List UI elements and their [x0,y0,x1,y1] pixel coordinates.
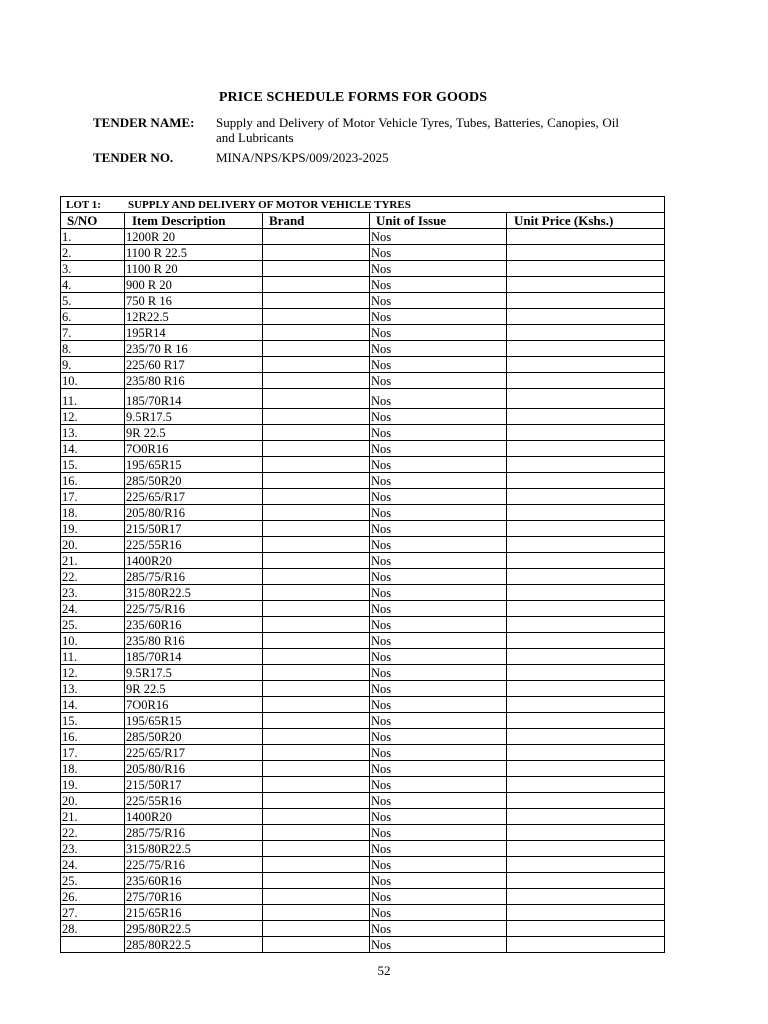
table-row [61,617,665,633]
cell-brand [263,713,370,729]
cell-unit-of-issue: Nos [370,857,507,873]
table-row [61,841,665,857]
cell-unit-price [507,585,665,601]
table-row [61,569,665,585]
cell-item-description: 285/75/R16 [125,825,263,841]
cell-unit-price [507,809,665,825]
cell-sno: 23. [61,841,125,857]
cell-brand [263,777,370,793]
cell-sno: 13. [61,425,125,441]
cell-sno: 4. [61,277,125,293]
cell-brand [263,389,370,409]
cell-sno: 19. [61,521,125,537]
cell-unit-of-issue: Nos [370,809,507,825]
column-header-brand: Brand [263,213,370,229]
cell-brand [263,261,370,277]
cell-item-description: 225/55R16 [125,537,263,553]
cell-unit-price [507,441,665,457]
table-row [61,537,665,553]
cell-unit-of-issue: Nos [370,245,507,261]
cell-item-description: 215/50R17 [125,521,263,537]
cell-brand [263,229,370,245]
cell-unit-price [507,713,665,729]
lot-label: LOT 1: [66,199,101,211]
cell-brand [263,277,370,293]
cell-sno: 2. [61,245,125,261]
cell-sno: 21. [61,809,125,825]
cell-unit-price [507,277,665,293]
cell-brand [263,489,370,505]
table-row [61,857,665,873]
cell-brand [263,505,370,521]
table-row [61,713,665,729]
cell-unit-price [507,569,665,585]
table-row [61,473,665,489]
table-row [61,277,665,293]
cell-sno: 22. [61,825,125,841]
cell-unit-of-issue: Nos [370,793,507,809]
cell-sno: 8. [61,341,125,357]
lot-header-cell [61,197,665,213]
cell-item-description: 285/50R20 [125,473,263,489]
cell-unit-of-issue: Nos [370,505,507,521]
table-row [61,937,665,953]
column-header-unit-of-issue: Unit of Issue [370,213,507,229]
cell-unit-price [507,521,665,537]
cell-sno: 16. [61,473,125,489]
cell-unit-price [507,937,665,953]
cell-unit-price [507,341,665,357]
table-row [61,905,665,921]
tender-no-value: MINA/NPS/KPS/009/2023-2025 [216,150,389,165]
cell-brand [263,841,370,857]
cell-sno: 26. [61,889,125,905]
cell-brand [263,633,370,649]
cell-brand [263,937,370,953]
table-row [61,553,665,569]
cell-sno: 22. [61,569,125,585]
cell-item-description: 275/70R16 [125,889,263,905]
cell-sno: 20. [61,793,125,809]
cell-unit-of-issue: Nos [370,697,507,713]
cell-unit-price [507,649,665,665]
cell-unit-price [507,601,665,617]
cell-item-description: 285/80R22.5 [125,937,263,953]
cell-unit-of-issue: Nos [370,373,507,389]
table-row [61,745,665,761]
cell-brand [263,697,370,713]
cell-unit-of-issue: Nos [370,633,507,649]
cell-item-description: 235/60R16 [125,617,263,633]
cell-sno: 18. [61,505,125,521]
table-row [61,293,665,309]
cell-item-description: 195R14 [125,325,263,341]
page-title: PRICE SCHEDULE FORMS FOR GOODS [218,90,488,105]
cell-item-description: 235/60R16 [125,873,263,889]
cell-unit-price [507,537,665,553]
cell-unit-of-issue: Nos [370,229,507,245]
cell-sno: 13. [61,681,125,697]
table-row [61,309,665,325]
lot-header-row [61,197,665,213]
cell-item-description: 215/65R16 [125,905,263,921]
cell-sno: 12. [61,409,125,425]
cell-item-description: 225/75/R16 [125,857,263,873]
cell-item-description: 315/80R22.5 [125,841,263,857]
cell-unit-of-issue: Nos [370,357,507,373]
lot-title: SUPPLY AND DELIVERY OF MOTOR VEHICLE TYRES [128,199,411,211]
table-row [61,521,665,537]
cell-sno: 20. [61,537,125,553]
cell-brand [263,809,370,825]
cell-unit-price [507,745,665,761]
cell-unit-price [507,505,665,521]
cell-brand [263,521,370,537]
cell-unit-price [507,633,665,649]
cell-brand [263,553,370,569]
cell-item-description: 1200R 20 [125,229,263,245]
cell-sno: 21. [61,553,125,569]
cell-unit-price [507,921,665,937]
table-row [61,777,665,793]
cell-brand [263,601,370,617]
cell-unit-price [507,357,665,373]
cell-unit-price [507,777,665,793]
cell-sno: 7. [61,325,125,341]
table-row [61,457,665,473]
cell-unit-price [507,457,665,473]
cell-unit-price [507,873,665,889]
cell-item-description: 1400R20 [125,809,263,825]
cell-brand [263,585,370,601]
table-row [61,825,665,841]
cell-brand [263,729,370,745]
cell-unit-of-issue: Nos [370,745,507,761]
cell-unit-of-issue: Nos [370,441,507,457]
cell-item-description: 1400R20 [125,553,263,569]
cell-brand [263,409,370,425]
cell-item-description: 7O0R16 [125,697,263,713]
cell-item-description: 225/65/R17 [125,489,263,505]
table-row [61,633,665,649]
tender-name-label: TENDER NAME: [93,115,195,130]
cell-item-description: 9R 22.5 [125,425,263,441]
cell-sno: 12. [61,665,125,681]
cell-unit-price [507,665,665,681]
cell-item-description: 315/80R22.5 [125,585,263,601]
cell-sno: 25. [61,617,125,633]
table-row [61,793,665,809]
cell-sno: 27. [61,905,125,921]
cell-unit-price [507,889,665,905]
table-row [61,601,665,617]
cell-item-description: 215/50R17 [125,777,263,793]
cell-sno: 16. [61,729,125,745]
cell-item-description: 1100 R 20 [125,261,263,277]
cell-item-description: 7O0R16 [125,441,263,457]
cell-unit-of-issue: Nos [370,293,507,309]
cell-brand [263,889,370,905]
cell-unit-of-issue: Nos [370,937,507,953]
cell-brand [263,745,370,761]
table-row [61,489,665,505]
cell-sno: 5. [61,293,125,309]
table-row [61,585,665,601]
cell-item-description: 185/70R14 [125,389,263,409]
cell-item-description: 235/80 R16 [125,633,263,649]
cell-unit-of-issue: Nos [370,889,507,905]
cell-brand [263,373,370,389]
cell-sno: 19. [61,777,125,793]
cell-item-description: 205/80/R16 [125,505,263,521]
cell-item-description: 12R22.5 [125,309,263,325]
cell-brand [263,617,370,633]
cell-unit-price [507,617,665,633]
cell-unit-price [507,261,665,277]
cell-unit-price [507,409,665,425]
cell-item-description: 195/65R15 [125,457,263,473]
table-row [61,681,665,697]
table-row [61,441,665,457]
cell-item-description: 285/50R20 [125,729,263,745]
cell-unit-price [507,389,665,409]
cell-item-description: 185/70R14 [125,649,263,665]
cell-unit-of-issue: Nos [370,553,507,569]
cell-sno: 24. [61,857,125,873]
cell-sno: 11. [61,389,125,409]
cell-unit-of-issue: Nos [370,409,507,425]
cell-item-description: 9.5R17.5 [125,665,263,681]
cell-unit-of-issue: Nos [370,457,507,473]
tender-no-label: TENDER NO. [93,150,174,165]
cell-unit-of-issue: Nos [370,325,507,341]
table-row [61,921,665,937]
table-row [61,889,665,905]
cell-unit-price [507,325,665,341]
tender-name-value: Supply and Delivery of Motor Vehicle Tyres, Tubes, Batteries, Canopies, Oil and Lubricants [216,115,619,145]
cell-unit-price [507,761,665,777]
cell-sno: 15. [61,457,125,473]
cell-unit-price [507,825,665,841]
cell-unit-of-issue: Nos [370,277,507,293]
cell-unit-price [507,681,665,697]
table-row [61,389,665,409]
cell-unit-of-issue: Nos [370,713,507,729]
cell-unit-price [507,473,665,489]
cell-brand [263,457,370,473]
table-row [61,649,665,665]
cell-brand [263,425,370,441]
cell-brand [263,325,370,341]
cell-unit-price [507,857,665,873]
table-row [61,357,665,373]
cell-unit-price [507,373,665,389]
cell-unit-of-issue: Nos [370,729,507,745]
cell-brand [263,857,370,873]
cell-sno [61,937,125,953]
cell-brand [263,293,370,309]
cell-item-description: 195/65R15 [125,713,263,729]
cell-brand [263,825,370,841]
cell-sno: 15. [61,713,125,729]
cell-item-description: 225/60 R17 [125,357,263,373]
cell-unit-price [507,245,665,261]
cell-sno: 25. [61,873,125,889]
table-row [61,245,665,261]
table-row [61,373,665,389]
cell-sno: 17. [61,745,125,761]
cell-brand [263,537,370,553]
cell-unit-of-issue: Nos [370,389,507,409]
cell-sno: 18. [61,761,125,777]
cell-unit-of-issue: Nos [370,617,507,633]
cell-item-description: 235/80 R16 [125,373,263,389]
cell-brand [263,357,370,373]
cell-brand [263,681,370,697]
table-row [61,809,665,825]
table-row [61,729,665,745]
cell-brand [263,649,370,665]
column-header-item-description: Item Description [125,213,263,229]
cell-brand [263,793,370,809]
table-row [61,505,665,521]
cell-item-description: 295/80R22.5 [125,921,263,937]
cell-unit-price [507,425,665,441]
table-row [61,761,665,777]
cell-sno: 9. [61,357,125,373]
cell-item-description: 235/70 R 16 [125,341,263,357]
cell-item-description: 750 R 16 [125,293,263,309]
cell-unit-price [507,729,665,745]
cell-unit-price [507,905,665,921]
cell-item-description: 225/65/R17 [125,745,263,761]
cell-sno: 11. [61,649,125,665]
cell-item-description: 225/75/R16 [125,601,263,617]
table-row [61,341,665,357]
cell-brand [263,873,370,889]
cell-unit-of-issue: Nos [370,825,507,841]
cell-brand [263,309,370,325]
cell-sno: 10. [61,373,125,389]
price-schedule-table [60,196,665,953]
cell-unit-price [507,841,665,857]
cell-unit-price [507,229,665,245]
cell-unit-of-issue: Nos [370,569,507,585]
cell-unit-of-issue: Nos [370,537,507,553]
cell-item-description: 225/55R16 [125,793,263,809]
cell-unit-of-issue: Nos [370,761,507,777]
cell-unit-of-issue: Nos [370,309,507,325]
cell-unit-of-issue: Nos [370,601,507,617]
cell-brand [263,905,370,921]
cell-brand [263,921,370,937]
table-row [61,873,665,889]
cell-unit-of-issue: Nos [370,341,507,357]
table-row [61,409,665,425]
cell-sno: 24. [61,601,125,617]
cell-unit-of-issue: Nos [370,905,507,921]
cell-brand [263,761,370,777]
cell-unit-of-issue: Nos [370,841,507,857]
page-number: 52 [377,963,391,978]
cell-unit-of-issue: Nos [370,585,507,601]
table-body [61,229,665,953]
cell-unit-price [507,793,665,809]
cell-unit-of-issue: Nos [370,681,507,697]
cell-brand [263,569,370,585]
column-header-row [61,213,665,229]
column-header-unit-price: Unit Price (Kshs.) [507,213,665,229]
cell-sno: 14. [61,697,125,713]
cell-sno: 14. [61,441,125,457]
cell-unit-of-issue: Nos [370,777,507,793]
cell-brand [263,473,370,489]
cell-sno: 10. [61,633,125,649]
cell-sno: 1. [61,229,125,245]
cell-unit-price [507,553,665,569]
cell-item-description: 285/75/R16 [125,569,263,585]
cell-unit-price [507,293,665,309]
cell-item-description: 9.5R17.5 [125,409,263,425]
cell-sno: 23. [61,585,125,601]
cell-sno: 28. [61,921,125,937]
cell-unit-of-issue: Nos [370,473,507,489]
cell-item-description: 900 R 20 [125,277,263,293]
table-row [61,261,665,277]
cell-brand [263,441,370,457]
cell-item-description: 9R 22.5 [125,681,263,697]
cell-unit-price [507,309,665,325]
cell-unit-of-issue: Nos [370,873,507,889]
cell-unit-of-issue: Nos [370,665,507,681]
cell-brand [263,341,370,357]
cell-unit-price [507,489,665,505]
cell-brand [263,245,370,261]
table-row [61,425,665,441]
column-header-sno: S/NO [61,213,125,229]
cell-unit-of-issue: Nos [370,921,507,937]
cell-unit-of-issue: Nos [370,521,507,537]
cell-item-description: 1100 R 22.5 [125,245,263,261]
cell-unit-price [507,697,665,713]
table-row [61,325,665,341]
cell-sno: 3. [61,261,125,277]
table-row [61,697,665,713]
cell-unit-of-issue: Nos [370,649,507,665]
cell-unit-of-issue: Nos [370,425,507,441]
cell-unit-of-issue: Nos [370,489,507,505]
table-row [61,665,665,681]
cell-item-description: 205/80/R16 [125,761,263,777]
cell-unit-of-issue: Nos [370,261,507,277]
table-row [61,229,665,245]
cell-brand [263,665,370,681]
cell-sno: 17. [61,489,125,505]
cell-sno: 6. [61,309,125,325]
